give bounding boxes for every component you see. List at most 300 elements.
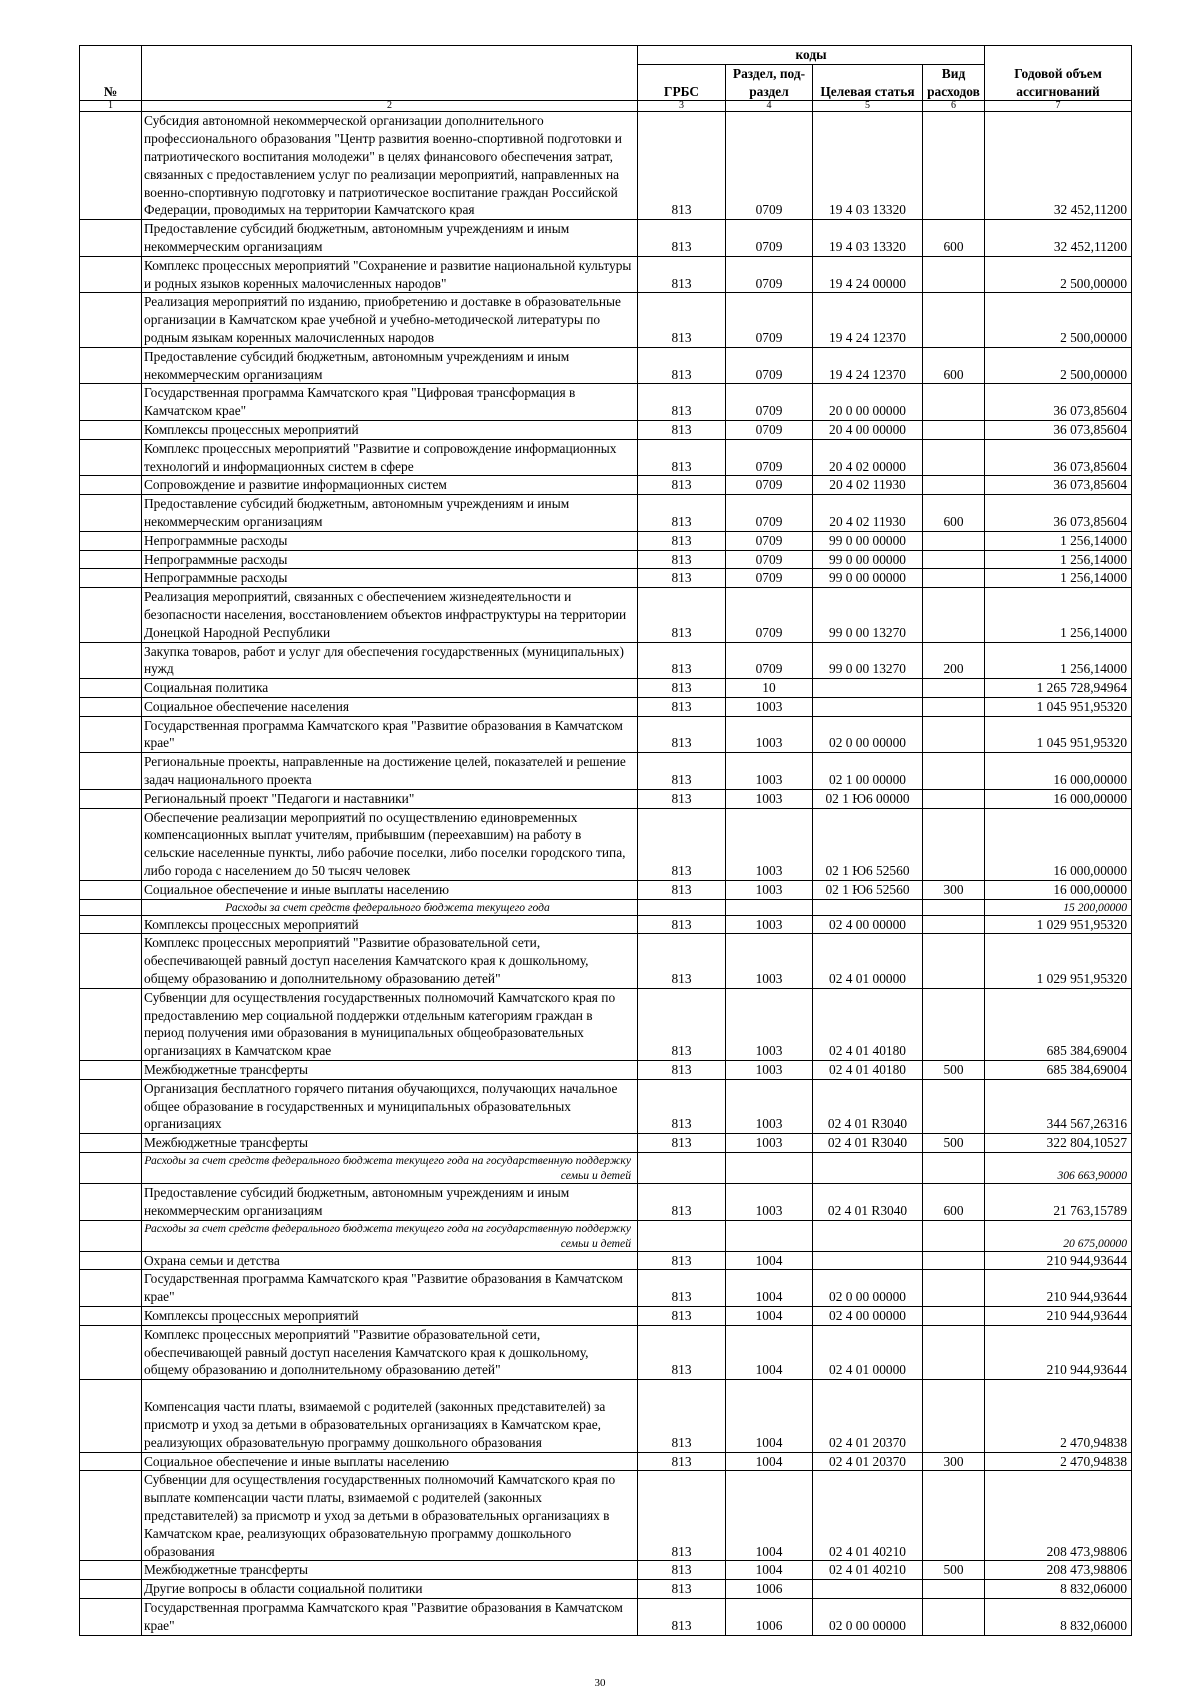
cell-cs: 02 1 00 00000 xyxy=(813,753,923,790)
cell-grbs: 813 xyxy=(638,293,726,347)
cell-name: Государственная программа Камчатского края "Развитие образования в Камчатском крае" xyxy=(142,1270,638,1307)
cell-razdel: 1004 xyxy=(726,1561,813,1580)
cell-number xyxy=(80,1380,142,1452)
cell-razdel: 1003 xyxy=(726,1079,813,1133)
table-row xyxy=(80,588,1132,642)
cell-sum: 2 500,00000 xyxy=(985,347,1132,384)
cell-sum: 8 832,06000 xyxy=(985,1598,1132,1635)
cell-razdel: 1004 xyxy=(726,1471,813,1561)
cell-sum: 16 000,00000 xyxy=(985,808,1132,880)
table-row xyxy=(80,880,1132,899)
cell-sum: 344 567,26316 xyxy=(985,1079,1132,1133)
cell-sum: 36 073,85604 xyxy=(985,420,1132,439)
cell-razdel: 1003 xyxy=(726,1061,813,1080)
column-number: 4 xyxy=(726,101,813,112)
cell-grbs: 813 xyxy=(638,1061,726,1080)
cell-number xyxy=(80,476,142,495)
cell-razdel: 0709 xyxy=(726,476,813,495)
cell-razdel: 1003 xyxy=(726,753,813,790)
cell-razdel: 0709 xyxy=(726,293,813,347)
table-row xyxy=(80,1580,1132,1599)
table-row xyxy=(80,697,1132,716)
cell-razdel: 0709 xyxy=(726,439,813,476)
cell-cs xyxy=(813,697,923,716)
cell-grbs: 813 xyxy=(638,1452,726,1471)
cell-sum: 1 045 951,95320 xyxy=(985,716,1132,753)
cell-name: Реализация мероприятий по изданию, приобретению и доставке в образовательные организации в Камчатском крае учебной и учебно-методической литературы по родным языкам коренных малочисленных народов xyxy=(142,293,638,347)
cell-vr xyxy=(923,550,985,569)
cell-razdel: 1006 xyxy=(726,1598,813,1635)
table-row xyxy=(80,642,1132,679)
table-row xyxy=(80,808,1132,880)
cell-sum: 32 452,11200 xyxy=(985,220,1132,257)
cell-number xyxy=(80,753,142,790)
cell-vr xyxy=(923,1220,985,1251)
cell-grbs: 813 xyxy=(638,789,726,808)
table-row xyxy=(80,679,1132,698)
cell-number xyxy=(80,679,142,698)
cell-vr xyxy=(923,1325,985,1379)
cell-grbs: 813 xyxy=(638,347,726,384)
cell-grbs: 813 xyxy=(638,1184,726,1221)
cell-name: Охрана семьи и детства xyxy=(142,1251,638,1270)
table-row xyxy=(80,531,1132,550)
cell-number xyxy=(80,1270,142,1307)
cell-name: Субсидия автономной некоммерческой организации дополнительного профессионального образования "Центр развития военно-спортивной подготовки и патриотического воспитания молодежи" в целях финансового обеспечения затрат, связанных с предоставлением услуг по реализации мероприятий, направленных на военно-спортивную подготовку и патриотическое воспитание граждан Российской Федерации, проводимых на территории Камчатского края xyxy=(142,112,638,220)
cell-cs: 02 1 Ю6 00000 xyxy=(813,789,923,808)
cell-name: Расходы за счет средств федерального бюджета текущего года на государственную поддержку семьи и детей xyxy=(142,1153,638,1184)
cell-cs: 02 4 01 R3040 xyxy=(813,1079,923,1133)
cell-cs xyxy=(813,1153,923,1184)
cell-number xyxy=(80,934,142,988)
cell-number xyxy=(80,880,142,899)
cell-number xyxy=(80,112,142,220)
cell-cs: 99 0 00 00000 xyxy=(813,531,923,550)
cell-cs: 02 4 01 R3040 xyxy=(813,1184,923,1221)
cell-sum: 1 256,14000 xyxy=(985,550,1132,569)
cell-number xyxy=(80,1061,142,1080)
cell-number xyxy=(80,1325,142,1379)
cell-cs: 02 4 01 20370 xyxy=(813,1452,923,1471)
cell-cs: 02 4 01 40180 xyxy=(813,1061,923,1080)
cell-grbs: 813 xyxy=(638,988,726,1060)
cell-grbs: 813 xyxy=(638,112,726,220)
cell-razdel: 1003 xyxy=(726,716,813,753)
cell-grbs: 813 xyxy=(638,1307,726,1326)
cell-vr xyxy=(923,1380,985,1452)
cell-razdel: 1004 xyxy=(726,1251,813,1270)
cell-vr xyxy=(923,569,985,588)
cell-sum: 210 944,93644 xyxy=(985,1307,1132,1326)
cell-cs: 99 0 00 00000 xyxy=(813,550,923,569)
cell-cs: 02 4 01 00000 xyxy=(813,934,923,988)
cell-number xyxy=(80,1307,142,1326)
cell-number xyxy=(80,220,142,257)
cell-number xyxy=(80,1184,142,1221)
cell-name: Комплексы процессных мероприятий xyxy=(142,1307,638,1326)
cell-name: Предоставление субсидий бюджетным, автономным учреждениям и иным некоммерческим организациям xyxy=(142,1184,638,1221)
cell-vr xyxy=(923,1079,985,1133)
cell-razdel: 1004 xyxy=(726,1452,813,1471)
cell-grbs: 813 xyxy=(638,808,726,880)
cell-grbs: 813 xyxy=(638,550,726,569)
cell-sum: 21 763,15789 xyxy=(985,1184,1132,1221)
column-number: 5 xyxy=(813,101,923,112)
cell-sum: 1 045 951,95320 xyxy=(985,697,1132,716)
cell-vr xyxy=(923,420,985,439)
cell-razdel: 0709 xyxy=(726,569,813,588)
cell-razdel: 0709 xyxy=(726,642,813,679)
table-row xyxy=(80,256,1132,293)
cell-number xyxy=(80,1134,142,1153)
budget-table xyxy=(79,45,1132,1636)
cell-grbs: 813 xyxy=(638,1598,726,1635)
cell-grbs: 813 xyxy=(638,697,726,716)
cell-vr xyxy=(923,1270,985,1307)
cell-name: Другие вопросы в области социальной политики xyxy=(142,1580,638,1599)
cell-number xyxy=(80,1251,142,1270)
table-row xyxy=(80,716,1132,753)
cell-sum: 1 029 951,95320 xyxy=(985,915,1132,934)
cell-sum: 1 256,14000 xyxy=(985,642,1132,679)
cell-number xyxy=(80,1153,142,1184)
table-row xyxy=(80,293,1132,347)
table-note-row xyxy=(80,1153,1132,1184)
header-vr: Вид расходов xyxy=(923,64,985,101)
table-row xyxy=(80,550,1132,569)
cell-name: Сопровождение и развитие информационных систем xyxy=(142,476,638,495)
cell-razdel: 0709 xyxy=(726,550,813,569)
cell-vr: 500 xyxy=(923,1561,985,1580)
cell-razdel: 1004 xyxy=(726,1380,813,1452)
cell-vr xyxy=(923,1307,985,1326)
cell-name: Компенсация части платы, взимаемой с родителей (законных представителей) за присмотр и уход за детьми в образовательных организациях в Камчатском крае, реализующих образовательную программу дошкольного образования xyxy=(142,1380,638,1452)
cell-name: Обеспечение реализации мероприятий по осуществлению единовременных компенсационных выплат учителям, прибывшим (переехавшим) на работу в сельские населенные пункты, либо рабочие поселки, либо поселки городского типа, либо города с населением до 50 тысяч человек xyxy=(142,808,638,880)
cell-vr xyxy=(923,476,985,495)
cell-name: Государственная программа Камчатского края "Развитие образования в Камчатском крае" xyxy=(142,1598,638,1635)
cell-cs: 20 4 02 11930 xyxy=(813,476,923,495)
cell-razdel: 1003 xyxy=(726,934,813,988)
cell-vr xyxy=(923,531,985,550)
cell-sum: 2 470,94838 xyxy=(985,1452,1132,1471)
cell-grbs: 813 xyxy=(638,880,726,899)
cell-number xyxy=(80,569,142,588)
cell-grbs: 813 xyxy=(638,1325,726,1379)
cell-vr xyxy=(923,753,985,790)
cell-cs: 20 4 00 00000 xyxy=(813,420,923,439)
cell-number xyxy=(80,420,142,439)
table-row xyxy=(80,1598,1132,1635)
cell-cs: 19 4 03 13320 xyxy=(813,112,923,220)
cell-vr: 300 xyxy=(923,1452,985,1471)
cell-grbs: 813 xyxy=(638,1270,726,1307)
cell-cs xyxy=(813,679,923,698)
cell-name: Непрограммные расходы xyxy=(142,569,638,588)
cell-grbs: 813 xyxy=(638,642,726,679)
cell-grbs: 813 xyxy=(638,934,726,988)
cell-razdel: 1003 xyxy=(726,988,813,1060)
cell-number xyxy=(80,588,142,642)
cell-sum: 208 473,98806 xyxy=(985,1561,1132,1580)
cell-name: Комплекс процессных мероприятий "Развитие образовательной сети, обеспечивающей равный доступ населения Камчатского края к дошкольному, общему образованию и дополнительному образованию детей" xyxy=(142,934,638,988)
table-row xyxy=(80,112,1132,220)
cell-razdel: 0709 xyxy=(726,495,813,532)
table-row xyxy=(80,1307,1132,1326)
table-note-row xyxy=(80,1220,1132,1251)
cell-grbs: 813 xyxy=(638,420,726,439)
cell-sum: 1 265 728,94964 xyxy=(985,679,1132,698)
cell-name: Комплексы процессных мероприятий xyxy=(142,915,638,934)
cell-number xyxy=(80,697,142,716)
cell-grbs: 813 xyxy=(638,1561,726,1580)
cell-number xyxy=(80,1561,142,1580)
cell-sum: 16 000,00000 xyxy=(985,789,1132,808)
cell-name: Комплекс процессных мероприятий "Развитие образовательной сети, обеспечивающей равный доступ населения Камчатского края к дошкольному, общему образованию и дополнительному образованию детей" xyxy=(142,1325,638,1379)
cell-grbs: 813 xyxy=(638,1079,726,1133)
table-row xyxy=(80,439,1132,476)
cell-grbs: 813 xyxy=(638,256,726,293)
table-row xyxy=(80,934,1132,988)
cell-grbs: 813 xyxy=(638,915,726,934)
cell-razdel: 0709 xyxy=(726,112,813,220)
cell-grbs: 813 xyxy=(638,753,726,790)
cell-name: Предоставление субсидий бюджетным, автономным учреждениям и иным некоммерческим организациям xyxy=(142,347,638,384)
table-row xyxy=(80,1452,1132,1471)
cell-name: Межбюджетные трансферты xyxy=(142,1061,638,1080)
cell-sum: 1 029 951,95320 xyxy=(985,934,1132,988)
cell-name: Закупка товаров, работ и услуг для обеспечения государственных (муниципальных) нужд xyxy=(142,642,638,679)
table-row xyxy=(80,1561,1132,1580)
cell-cs: 02 4 01 00000 xyxy=(813,1325,923,1379)
cell-vr: 600 xyxy=(923,220,985,257)
cell-grbs: 813 xyxy=(638,384,726,421)
cell-sum: 322 804,10527 xyxy=(985,1134,1132,1153)
table-row xyxy=(80,420,1132,439)
cell-sum: 685 384,69004 xyxy=(985,988,1132,1060)
header-sum: Годовой объем ассигнований xyxy=(985,46,1132,101)
cell-number xyxy=(80,899,142,915)
cell-vr xyxy=(923,789,985,808)
table-row xyxy=(80,1061,1132,1080)
header-cs: Целевая статья xyxy=(813,64,923,101)
table-row xyxy=(80,1380,1132,1452)
cell-cs: 02 4 01 R3040 xyxy=(813,1134,923,1153)
cell-number xyxy=(80,808,142,880)
cell-razdel: 10 xyxy=(726,679,813,698)
cell-sum: 210 944,93644 xyxy=(985,1325,1132,1379)
cell-sum: 20 675,00000 xyxy=(985,1220,1132,1251)
cell-number xyxy=(80,988,142,1060)
table-row xyxy=(80,988,1132,1060)
cell-name: Субвенции для осуществления государственных полномочий Камчатского края по предоставлению мер социальной поддержки отдельным категориям граждан в период получения ими образования в муниципальных общеобразовательных организациях в Камчатском крае xyxy=(142,988,638,1060)
cell-vr xyxy=(923,934,985,988)
cell-number xyxy=(80,1471,142,1561)
cell-sum: 1 256,14000 xyxy=(985,588,1132,642)
cell-name: Непрограммные расходы xyxy=(142,550,638,569)
cell-sum: 208 473,98806 xyxy=(985,1471,1132,1561)
cell-vr xyxy=(923,1580,985,1599)
column-number: 1 xyxy=(80,101,142,112)
cell-grbs: 813 xyxy=(638,679,726,698)
table-row xyxy=(80,1325,1132,1379)
cell-grbs: 813 xyxy=(638,1471,726,1561)
cell-sum: 15 200,00000 xyxy=(985,899,1132,915)
cell-grbs: 813 xyxy=(638,439,726,476)
cell-cs: 02 4 00 00000 xyxy=(813,915,923,934)
cell-number xyxy=(80,293,142,347)
cell-cs: 02 0 00 00000 xyxy=(813,1598,923,1635)
cell-number xyxy=(80,531,142,550)
column-number: 2 xyxy=(142,101,638,112)
cell-vr xyxy=(923,679,985,698)
cell-razdel: 1003 xyxy=(726,697,813,716)
cell-name: Социальная политика xyxy=(142,679,638,698)
cell-vr xyxy=(923,1598,985,1635)
cell-razdel: 1004 xyxy=(726,1270,813,1307)
table-row xyxy=(80,1251,1132,1270)
cell-grbs: 813 xyxy=(638,1251,726,1270)
cell-sum: 210 944,93644 xyxy=(985,1270,1132,1307)
table-row xyxy=(80,384,1132,421)
cell-vr xyxy=(923,384,985,421)
cell-vr xyxy=(923,588,985,642)
header-name xyxy=(142,46,638,101)
cell-cs: 19 4 24 12370 xyxy=(813,347,923,384)
cell-cs: 19 4 03 13320 xyxy=(813,220,923,257)
cell-sum: 32 452,11200 xyxy=(985,112,1132,220)
cell-razdel xyxy=(726,1153,813,1184)
cell-number xyxy=(80,789,142,808)
cell-number xyxy=(80,347,142,384)
cell-number xyxy=(80,915,142,934)
cell-number xyxy=(80,1452,142,1471)
cell-sum: 1 256,14000 xyxy=(985,569,1132,588)
cell-grbs xyxy=(638,1153,726,1184)
cell-vr: 600 xyxy=(923,1184,985,1221)
cell-razdel: 0709 xyxy=(726,384,813,421)
cell-vr xyxy=(923,716,985,753)
table-row xyxy=(80,347,1132,384)
cell-number xyxy=(80,1580,142,1599)
cell-razdel: 1003 xyxy=(726,880,813,899)
cell-cs: 02 1 Ю6 52560 xyxy=(813,808,923,880)
cell-razdel: 1003 xyxy=(726,1134,813,1153)
cell-number xyxy=(80,384,142,421)
cell-sum: 36 073,85604 xyxy=(985,384,1132,421)
cell-vr xyxy=(923,899,985,915)
cell-vr xyxy=(923,1251,985,1270)
cell-name: Реализация мероприятий, связанных с обеспечением жизнедеятельности и безопасности населения, восстановлением объектов инфраструктуры на территории Донецкой Народной Республики xyxy=(142,588,638,642)
column-number: 3 xyxy=(638,101,726,112)
table-note-row xyxy=(80,899,1132,915)
cell-name: Социальное обеспечение населения xyxy=(142,697,638,716)
cell-grbs: 813 xyxy=(638,1580,726,1599)
cell-razdel: 0709 xyxy=(726,347,813,384)
cell-razdel: 1003 xyxy=(726,915,813,934)
cell-grbs: 813 xyxy=(638,716,726,753)
cell-name: Государственная программа Камчатского края "Цифровая трансформация в Камчатском крае" xyxy=(142,384,638,421)
cell-razdel: 1004 xyxy=(726,1307,813,1326)
cell-name: Межбюджетные трансферты xyxy=(142,1134,638,1153)
cell-grbs xyxy=(638,1220,726,1251)
cell-vr xyxy=(923,988,985,1060)
cell-vr xyxy=(923,439,985,476)
cell-cs xyxy=(813,899,923,915)
cell-grbs: 813 xyxy=(638,531,726,550)
cell-name: Региональный проект "Педагоги и наставники" xyxy=(142,789,638,808)
cell-name: Предоставление субсидий бюджетным, автономным учреждениям и иным некоммерческим организациям xyxy=(142,495,638,532)
cell-sum: 2 500,00000 xyxy=(985,256,1132,293)
cell-sum: 16 000,00000 xyxy=(985,880,1132,899)
cell-number xyxy=(80,550,142,569)
cell-name: Социальное обеспечение и иные выплаты населению xyxy=(142,880,638,899)
cell-name: Расходы за счет средств федерального бюджета текущего года на государственную поддержку семьи и детей xyxy=(142,1220,638,1251)
table-row xyxy=(80,476,1132,495)
cell-sum: 2 470,94838 xyxy=(985,1380,1132,1452)
cell-razdel: 1004 xyxy=(726,1325,813,1379)
header-razdel: Раздел, под-раздел xyxy=(726,64,813,101)
cell-name: Непрограммные расходы xyxy=(142,531,638,550)
cell-grbs: 813 xyxy=(638,495,726,532)
cell-cs: 02 4 01 40180 xyxy=(813,988,923,1060)
cell-sum: 8 832,06000 xyxy=(985,1580,1132,1599)
column-number: 6 xyxy=(923,101,985,112)
cell-name: Комплекс процессных мероприятий "Сохранение и развитие национальной культуры и родных языков коренных малочисленных народов" xyxy=(142,256,638,293)
cell-vr xyxy=(923,697,985,716)
cell-name: Субвенции для осуществления государственных полномочий Камчатского края по выплате компенсации части платы, взимаемой с родителей (законных представителей) за присмотр и уход за детьми в образовательных организациях в Камчатском крае, реализующих образовательную программу дошкольного образования xyxy=(142,1471,638,1561)
cell-number xyxy=(80,642,142,679)
cell-sum: 36 073,85604 xyxy=(985,439,1132,476)
table-row xyxy=(80,1471,1132,1561)
cell-cs: 19 4 24 00000 xyxy=(813,256,923,293)
table-row xyxy=(80,495,1132,532)
cell-vr xyxy=(923,293,985,347)
cell-name: Комплексы процессных мероприятий xyxy=(142,420,638,439)
cell-vr xyxy=(923,1153,985,1184)
cell-name: Региональные проекты, направленные на достижение целей, показателей и решение задач национального проекта xyxy=(142,753,638,790)
cell-number xyxy=(80,495,142,532)
header-grbs: ГРБС xyxy=(638,64,726,101)
cell-sum: 306 663,90000 xyxy=(985,1153,1132,1184)
cell-cs: 02 0 00 00000 xyxy=(813,1270,923,1307)
table-row xyxy=(80,789,1132,808)
cell-name: Государственная программа Камчатского края "Развитие образования в Камчатском крае" xyxy=(142,716,638,753)
page-number: 30 xyxy=(594,1677,606,1689)
cell-razdel: 1003 xyxy=(726,808,813,880)
table-row xyxy=(80,1134,1132,1153)
cell-vr xyxy=(923,112,985,220)
cell-vr: 300 xyxy=(923,880,985,899)
table-row xyxy=(80,1184,1132,1221)
cell-razdel: 0709 xyxy=(726,220,813,257)
cell-razdel: 0709 xyxy=(726,256,813,293)
cell-number xyxy=(80,1079,142,1133)
cell-vr xyxy=(923,1471,985,1561)
table-row xyxy=(80,1270,1132,1307)
cell-vr: 600 xyxy=(923,495,985,532)
cell-number xyxy=(80,1598,142,1635)
cell-sum: 685 384,69004 xyxy=(985,1061,1132,1080)
table-row xyxy=(80,569,1132,588)
budget-sheet xyxy=(79,45,1131,1636)
cell-cs xyxy=(813,1220,923,1251)
cell-vr: 600 xyxy=(923,347,985,384)
cell-grbs: 813 xyxy=(638,220,726,257)
cell-grbs: 813 xyxy=(638,1134,726,1153)
table-row xyxy=(80,220,1132,257)
cell-number xyxy=(80,256,142,293)
cell-sum: 36 073,85604 xyxy=(985,476,1132,495)
